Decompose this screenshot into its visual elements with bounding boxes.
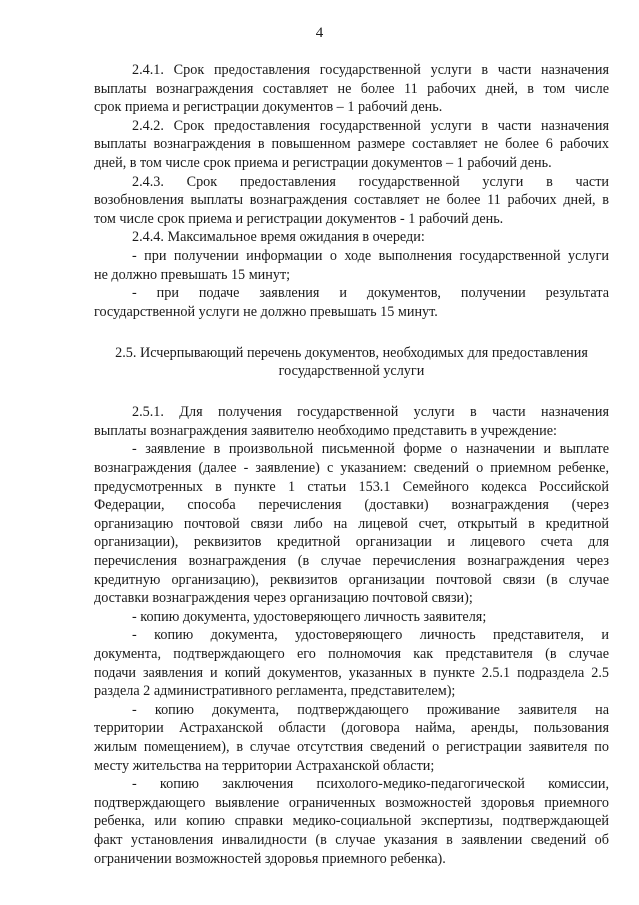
text-line: 2.4.2. Срок предоставления государственной услуги в части назначения	[132, 118, 609, 134]
text-line: ограничении возможностей здоровья приемного ребенка).	[94, 851, 446, 867]
text-line: Федерации, способа перечисления (доставки) вознаграждения (через	[94, 497, 609, 513]
text-line: документа, подтверждающего его полномочия как представителя (в случае	[94, 646, 609, 662]
text-line: 2.4.1. Срок предоставления государственной услуги в части назначения	[132, 62, 609, 78]
text-line: факт установления инвалидности (в случае указания в заявлении сведений об	[94, 832, 609, 848]
text-line: организацию почтовой связи либо на лицевой счет, открытый в кредитной	[94, 516, 609, 532]
text-line: жилым помещением), в случае отсутствия сведений о регистрации заявителя по	[94, 739, 609, 755]
text-line: - при подаче заявления и документов, получении результата	[132, 285, 609, 301]
text-line: - копию заключения психолого-медико-педагогической комиссии,	[132, 776, 609, 792]
page-number: 4	[315, 25, 324, 41]
text-line: - копию документа, удостоверяющего личность представителя, и	[132, 627, 609, 643]
text-line: кредитную организацию), реквизитов организации почтовой связи (в случае	[94, 572, 609, 588]
text-line: выплаты вознаграждения заявителю необходимо представить в учреждение:	[94, 423, 557, 439]
text-line: 2.4.3. Срок предоставления государственной услуги в части	[132, 174, 609, 190]
text-line: выплаты вознаграждения составляет не более 11 рабочих дней, в том числе	[94, 81, 609, 97]
text-line: срок приема и регистрации документов – 1 рабочий день.	[94, 99, 443, 115]
text-line: 2.4.4. Максимальное время ожидания в очереди:	[132, 229, 425, 245]
text-line: - заявление в произвольной письменной форме о назначении и выплате	[132, 441, 609, 457]
text-line: раздела 2 административного регламента, представителем);	[94, 683, 456, 699]
text-line: доставки вознаграждения через организацию почтовой связи);	[94, 590, 473, 606]
text-line: подтверждающего выявление ограниченных возможностей здоровья приемного	[94, 795, 609, 811]
section-heading: 2.5. Исчерпывающий перечень документов, необходимых для предоставления	[115, 345, 588, 361]
text-line: возобновления выплаты вознаграждения составляет не более 11 рабочих дней, в	[94, 192, 609, 208]
text-line: выплаты вознаграждения в повышенном размере составляет не более 6 рабочих	[94, 136, 609, 152]
text-line: ребенка, или копию справки медико-социальной экспертизы, подтверждающей	[94, 813, 609, 829]
text-line: организации), реквизитов кредитной организации и лицевого счета для	[94, 534, 609, 550]
text-line: том числе срок приема и регистрации документов - 1 рабочий день.	[94, 211, 504, 227]
text-line: вознаграждения (далее - заявление) с указанием: сведений о приемном ребенке,	[94, 460, 609, 476]
text-line: не должно превышать 15 минут;	[94, 267, 291, 283]
text-line: предусмотренных в пункте 1 статьи 153.1 Семейного кодекса Российской	[94, 479, 609, 495]
text-line: перечисления вознаграждения (в случае перечисления вознаграждения через	[94, 553, 609, 569]
text-line: 2.5.1. Для получения государственной услуги в части назначения	[132, 404, 609, 420]
text-line: - копию документа, подтверждающего проживание заявителя на	[132, 702, 609, 718]
text-line: государственной услуги не должно превышать 15 минут.	[94, 304, 438, 320]
text-line: территории Астраханской области (договора найма, аренды, пользования	[94, 720, 609, 736]
section-heading: государственной услуги	[278, 363, 425, 379]
text-line: дней, в том числе срок приема и регистрации документов – 1 рабочий день.	[94, 155, 552, 171]
text-line: - копию документа, удостоверяющего личность заявителя;	[132, 609, 487, 625]
text-line: месту жительства на территории Астраханской области;	[94, 758, 435, 774]
text-line: - при получении информации о ходе выполнения государственной услуги	[132, 248, 609, 264]
text-line: подачи заявления и копий документов, указанных в пункте 2.5.1 подраздела 2.5	[94, 665, 609, 681]
